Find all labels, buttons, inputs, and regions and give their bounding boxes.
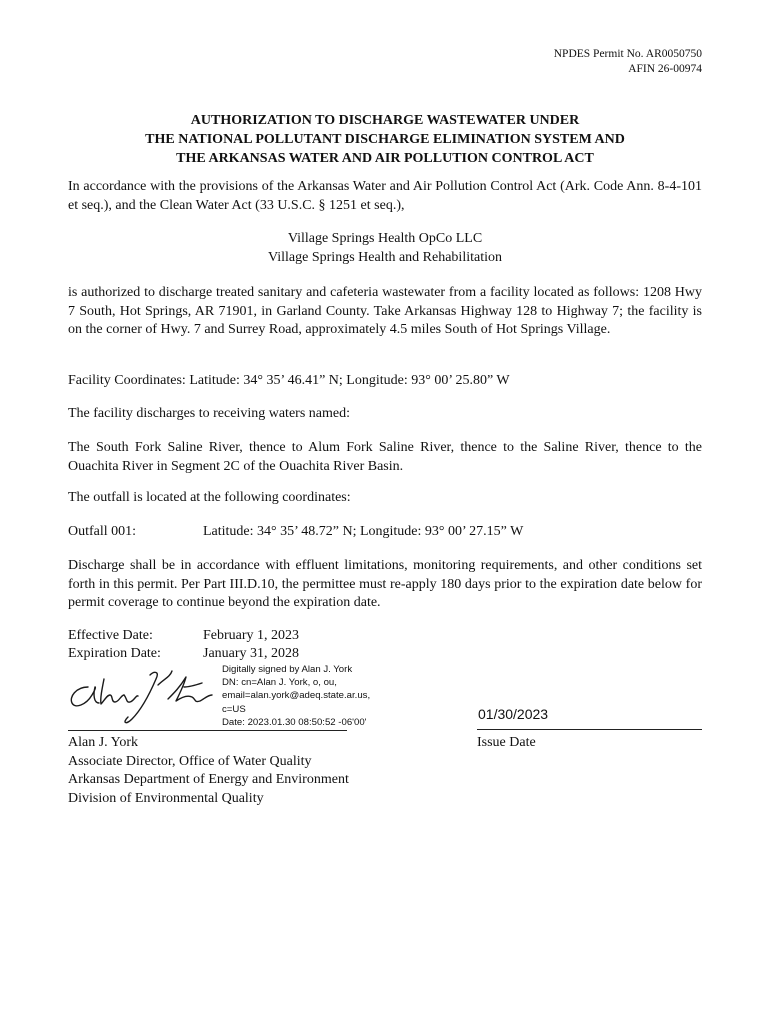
permit-header [554,47,702,77]
permittee-block [0,230,770,267]
digital-signature-line-2: DN: cn=Alan J. York, o, ou, [222,677,337,689]
facility-coordinates: Facility Coordinates: Latitude: 34° 35’ 46.41” N; Longitude: 93° 00’ 25.80” W [68,373,510,388]
signature-line [68,730,347,731]
location-paragraph: is authorized to discharge treated sanitary and cafeteria wastewater from a facility located as follows: 1208 Hwy 7 South, Hot Springs, AR 71901, in Garland County. Take Arkansas Highway 128 to Highway 7; the facility is on the corner of Hwy. 7 and Surrey Road, approximately 4.5 miles South of Hot Springs Village. [68,285,702,337]
signatory-title: Associate Director, Office of Water Quality [68,753,312,769]
digital-signature-line-4: c=US [222,703,246,715]
permit-number: NPDES Permit No. AR0050750 [553,48,702,60]
document-title [0,111,770,168]
permittee-name-2: Village Springs Health and Rehabilitation [267,249,502,265]
expiration-date-label: Expiration Date: [68,646,161,661]
intro-paragraph: In accordance with the provisions of the Arkansas Water and Air Pollution Control Act (Ark. Code Ann. 8-4-101 et seq.), and the Clean Water Act (33 U.S.C. § 1251 et seq.), [68,179,702,213]
effective-date-row [68,627,299,646]
digital-signature-line-3: email=alan.york@adeq.state.ar.us, [222,690,371,702]
permittee-name-1: Village Springs Health OpCo LLC [287,231,483,246]
effective-date-label: Effective Date: [68,628,153,643]
signatory-name: Alan J. York [68,735,139,750]
receiving-waters-intro: The facility discharges to receiving waters named: [68,406,350,421]
expiration-date-row [68,645,299,664]
outfall-row [68,523,523,542]
discharge-paragraph: Discharge shall be in accordance with effluent limitations, monitoring requirements, and other conditions set forth in this permit. Per Part III.D.10, the permittee must re-apply 180 days prior to the expiration date below for permit coverage to continue beyond the expiration date. [68,558,702,610]
afin-number: AFIN 26-00974 [628,63,702,75]
issue-date-label: Issue Date [477,735,536,750]
title-line-1: AUTHORIZATION TO DISCHARGE WASTEWATER UNDER [190,113,580,128]
handwritten-signature [66,665,224,727]
title-line-3: THE ARKANSAS WATER AND AIR POLLUTION CONTROL ACT [176,151,594,166]
digital-signature-line-5: Date: 2023.01.30 08:50:52 -06'00' [222,716,367,728]
expiration-date-value: January 31, 2028 [203,646,300,661]
outfall-intro: The outfall is located at the following coordinates: [68,490,351,505]
signatory-division: Division of Environmental Quality [68,790,264,806]
receiving-waters: The South Fork Saline River, thence to Alum Fork Saline River, thence to the Saline River, thence to the Ouachita River in Segment 2C of the Ouachita River Basin. [68,440,702,474]
effective-date-value: February 1, 2023 [203,628,300,643]
outfall-label: Outfall 001: [68,524,137,539]
title-line-2: THE NATIONAL POLLUTANT DISCHARGE ELIMINATION SYSTEM AND [145,132,625,147]
digital-signature-block [222,663,370,729]
signatory-department: Arkansas Department of Energy and Environment [68,772,349,787]
digital-signature-line-1: Digitally signed by Alan J. York [222,664,353,675]
issue-date-value: 01/30/2023 [478,706,549,722]
outfall-coordinates: Latitude: 34° 35’ 48.72” N; Longitude: 93° 00’ 27.15” W [203,524,524,539]
signatory-block [68,734,349,808]
issue-date-line [477,729,702,730]
